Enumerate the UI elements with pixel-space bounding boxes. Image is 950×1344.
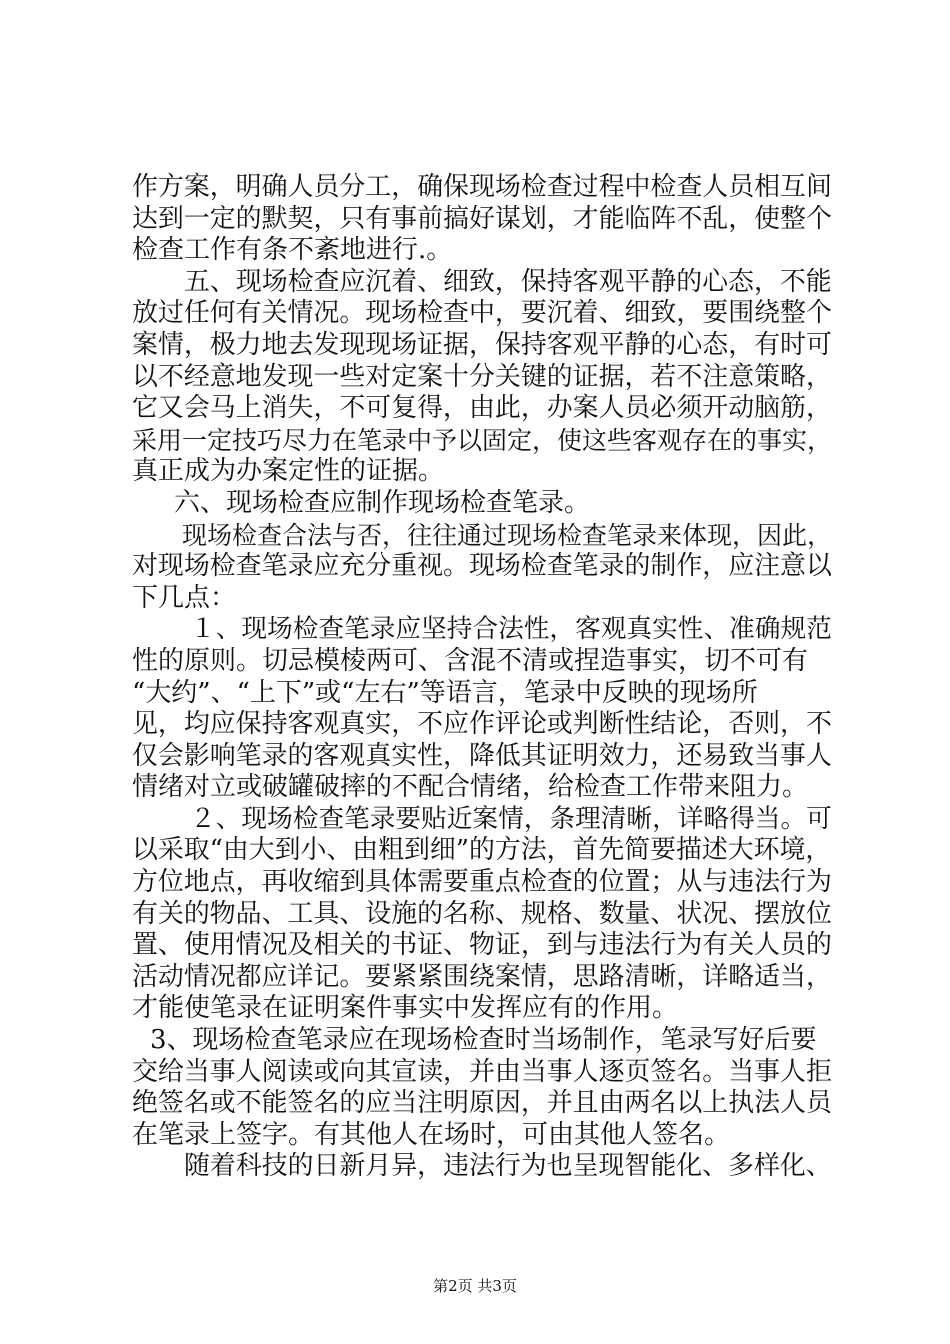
text-line: 五、现场检查应沉着、细致，保持客观平静的心态，不能 xyxy=(184,266,832,297)
page-footer xyxy=(0,1276,950,1296)
text-line: 才能使笔录在证明案件事实中发挥应有的作用。 xyxy=(132,993,679,1024)
text-line: １、现场检查笔录应坚持合法性，客观真实性、准确规范 xyxy=(190,614,832,645)
text-line: 案情，极力地去发现现场证据，保持客观平静的心态，有时可 xyxy=(132,329,832,360)
text-line: 随着科技的日新月异，违法行为也呈现智能化、多样化、 xyxy=(184,1151,832,1182)
text-line: 作方案，明确人员分工，确保现场检查过程中检查人员相互间 xyxy=(132,172,832,202)
text-line: 现场检查合法与否，往往通过现场检查笔录来体现，因此， xyxy=(182,520,832,550)
document-body xyxy=(132,172,832,1183)
text-line: 真正成为办案定性的证据。 xyxy=(132,456,445,487)
text-line: 采用一定技巧尽力在笔录中予以固定，使这些客观存在的事实， xyxy=(132,425,832,455)
text-line: 对现场检查笔录应充分重视。现场检查笔录的制作，应注意以 xyxy=(132,551,832,582)
text-line: 达到一定的默契，只有事前搞好谋划，才能临阵不乱，使整个 xyxy=(132,203,832,234)
text-line: 置、使用情况及相关的书证、物证，到与违法行为有关人员的 xyxy=(132,930,832,961)
text-line: “大约”、“上下”或“左右”等语言，笔录中反映的现场所 xyxy=(132,677,758,708)
text-line: ２、现场检查笔录要贴近案情，条理清晰，详略得当。可 xyxy=(190,803,832,834)
text-line: 性的原则。切忌模棱两可、含混不清或捏造事实，切不可有 xyxy=(132,645,809,676)
text-line: 以采取“由大到小、由粗到细”的方法，首先简要描述大环境， xyxy=(132,835,832,866)
text-line: 有关的物品、工具、设施的名称、规格、数量、状况、摆放位 xyxy=(132,898,832,929)
text-line: 放过任何有关情况。现场检查中，要沉着、细致，要围绕整个 xyxy=(132,298,832,329)
text-line: 3、现场检查笔录应在现场检查时当场制作，笔录写好后要 xyxy=(150,1025,817,1056)
text-line: 活动情况都应详记。要紧紧围绕案情，思路清晰，详略适当， xyxy=(132,961,832,992)
text-line: 检查工作有条不紊地进行.。 xyxy=(132,235,453,266)
text-line: 交给当事人阅读或向其宣读，并由当事人逐页签名。当事人拒 xyxy=(132,1056,832,1087)
text-line: 它又会马上消失，不可复得，由此，办案人员必须开动脑筋， xyxy=(132,393,832,424)
text-line: 以不经意地发现一些对定案十分关键的证据，若不注意策略， xyxy=(132,361,832,392)
text-line: 下几点： xyxy=(132,582,237,613)
text-line: 六、现场检查应制作现场检查笔录。 xyxy=(174,487,591,518)
text-line: 在笔录上签字。有其他人在场时，可由其他人签名。 xyxy=(132,1119,731,1150)
text-line: 绝签名或不能签名的应当注明原因，并且由两名以上执法人员 xyxy=(132,1088,832,1119)
page-number-label: 第2页 共3页 xyxy=(433,1277,517,1295)
text-line: 情绪对立或破罐破摔的不配合情绪，给检查工作带来阻力。 xyxy=(132,772,809,803)
text-line: 方位地点，再收缩到具体需要重点检查的位置；从与违法行为 xyxy=(132,867,832,898)
text-line: 仅会影响笔录的客观真实性，降低其证明效力，还易致当事人 xyxy=(132,740,832,771)
text-line: 见，均应保持客观真实，不应作评论或判断性结论，否则，不 xyxy=(132,709,832,740)
